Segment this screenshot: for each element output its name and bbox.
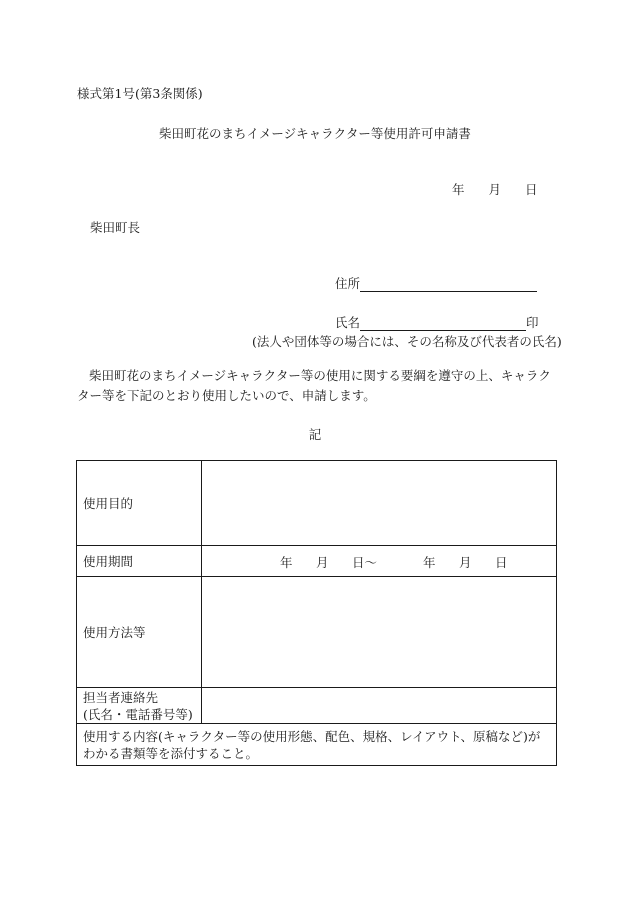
attachment-note: 使用する内容(キャラクター等の使用形態、配色、規格、レイアウト、原稿など)がわかる書類等を添付すること。	[77, 724, 557, 766]
period-start-month: 月	[316, 555, 329, 570]
ki-heading: 記	[308, 427, 322, 442]
table-row	[77, 724, 557, 766]
table-row	[77, 461, 557, 546]
address-field[interactable]	[360, 278, 537, 292]
form-number: 様式第1号(第3条関係)	[77, 86, 203, 101]
method-field[interactable]	[202, 577, 557, 688]
date-day: 日	[525, 182, 538, 197]
address-row	[335, 274, 537, 292]
contact-label-line2: (氏名・電話番号等)	[83, 706, 193, 722]
table-row	[77, 688, 557, 724]
method-label: 使用方法等	[77, 577, 202, 688]
period-end-month: 月	[459, 555, 472, 570]
application-table	[76, 460, 557, 766]
contact-field[interactable]	[202, 688, 557, 724]
period-start-day: 日～	[352, 555, 378, 570]
body-text: 柴田町花のまちイメージキャラクター等の使用に関する要綱を遵守の上、キャラクター等を下記のとおり使用したいので、申請します。	[77, 368, 551, 403]
purpose-field[interactable]	[202, 461, 557, 546]
name-label: 氏名	[335, 315, 361, 330]
period-start-year: 年	[280, 555, 293, 570]
period-end-year: 年	[423, 555, 436, 570]
date-line	[452, 180, 538, 198]
contact-label-line1: 担当者連絡先	[83, 689, 159, 705]
period-label: 使用期間	[77, 546, 202, 577]
purpose-label: 使用目的	[77, 461, 202, 546]
seal-label: 印	[526, 315, 539, 330]
period-field[interactable]	[202, 546, 557, 577]
date-month: 月	[488, 182, 502, 197]
document-title: 柴田町花のまちイメージキャラクター等使用許可申請書	[159, 126, 471, 141]
addressee: 柴田町長	[90, 220, 141, 235]
name-note: (法人や団体等の場合には、その名称及び代表者の氏名)	[252, 334, 562, 349]
date-year: 年	[452, 182, 465, 197]
name-field[interactable]	[360, 317, 526, 331]
table-row	[77, 546, 557, 577]
period-end-day: 日	[495, 555, 508, 570]
contact-label	[77, 688, 202, 724]
address-label: 住所	[335, 276, 361, 291]
name-row	[335, 313, 539, 331]
table-row	[77, 577, 557, 688]
